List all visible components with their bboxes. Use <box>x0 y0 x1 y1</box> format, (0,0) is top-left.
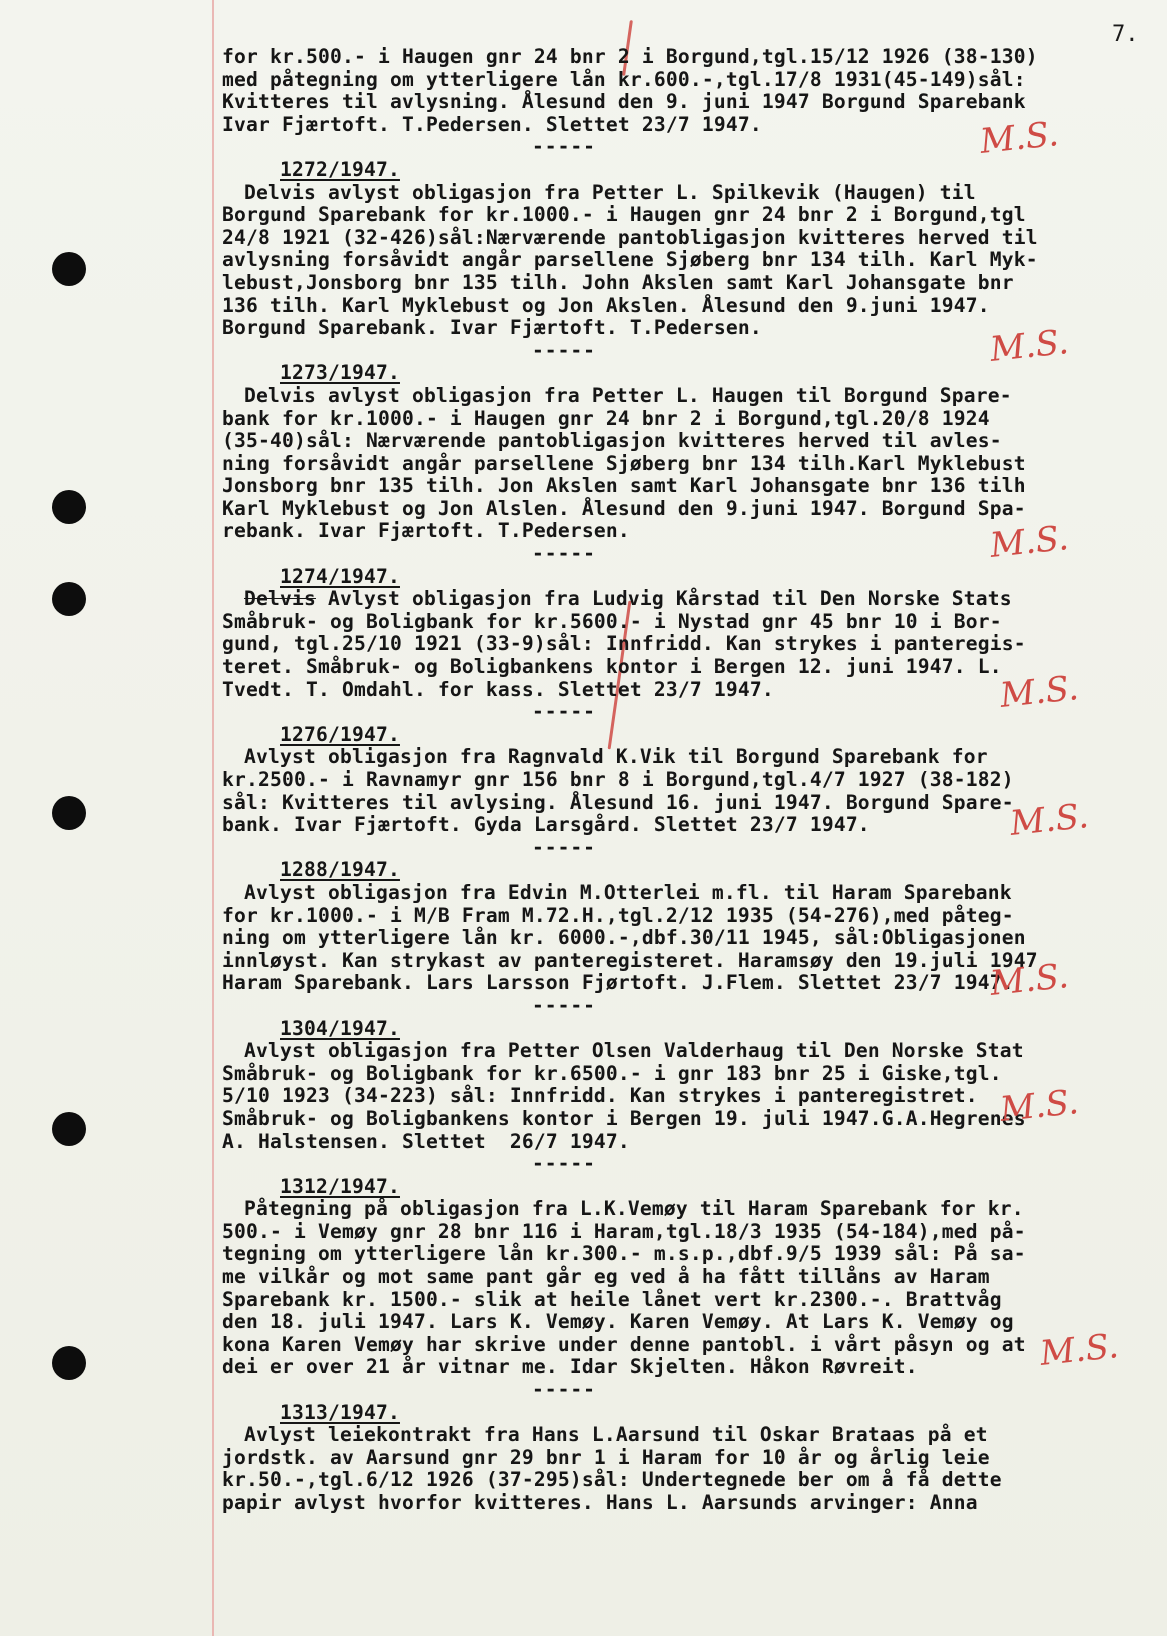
text-line: Småbruk- og Boligbank for kr.5600.- i Nystad gnr 45 bnr 10 i Bor- <box>222 609 1002 633</box>
text-line: Avlyst obligasjon fra Ragnvald K.Vik til Borgund Sparebank for <box>244 745 988 769</box>
separator: ----- <box>532 700 596 724</box>
handwritten-initials: M.S. <box>1008 796 1091 844</box>
entry-number-line <box>222 159 1152 182</box>
entry-number: 1288/1947. <box>280 858 400 882</box>
text-line: rebank. Ivar Fjærtoft. T.Pedersen. <box>222 519 630 543</box>
entry-number-line <box>222 1018 1152 1041</box>
handwritten-initials: M.S. <box>988 322 1071 370</box>
handwritten-initials: M.S. <box>998 1082 1081 1130</box>
text-line: Avlyst obligasjon fra Petter Olsen Valderhaug til Den Norske Stat <box>244 1039 1024 1063</box>
text-line: innløyst. Kan strykast av panteregisteret. Haramsøy den 19.juli 1947 <box>222 948 1038 972</box>
text-line: for kr.1000.- i M/B Fram M.72.H.,tgl.2/12 1935 (54-276),med påteg- <box>222 903 1014 927</box>
text-line: papir avlyst hvorfor kvitteres. Hans L. Aarsunds arvinger: Anna <box>222 1491 978 1514</box>
text-line: Avlyst leiekontrakt fra Hans L.Aarsund til Oskar Brataas på et <box>244 1423 988 1447</box>
handwritten-initials: M.S. <box>1038 1326 1121 1374</box>
text-line: Småbruk- og Boligbank for kr.6500.- i gnr 183 bnr 25 i Giske,tgl. <box>222 1061 1002 1085</box>
entry-number: 1312/1947. <box>280 1174 400 1198</box>
text-line: kr.2500.- i Ravnamyr gnr 156 bnr 8 i Borgund,tgl.4/7 1927 (38-182) <box>222 768 1014 791</box>
text-line: 500.- i Vemøy gnr 28 bnr 116 i Haram,tgl.18/3 1935 (54-184),med på- <box>222 1219 1026 1243</box>
separator: ----- <box>532 542 596 566</box>
entry-number-line <box>222 859 1152 882</box>
text-line: 24/8 1921 (32-426)sål:Nærværende pantobligasjon kvitteres herved til <box>222 225 1038 249</box>
text-line: ning forsåvidt angår parsellene Sjøberg bnr 134 tilh.Karl Myklebust <box>222 451 1026 475</box>
handwritten-initials: M.S. <box>998 668 1081 716</box>
binder-hole <box>52 796 86 830</box>
text-line: Delvis avlyst obligasjon fra Petter L. Haugen til Borgund Spare- <box>244 383 1012 407</box>
entry-number-line <box>222 1402 1152 1425</box>
text-line: bank. Ivar Fjærtoft. Gyda Larsgård. Slettet 23/7 1947. <box>222 813 870 837</box>
text-line: Borgund Sparebank for kr.1000.- i Haugen gnr 24 bnr 2 i Borgund,tgl <box>222 203 1026 227</box>
binder-hole <box>52 1112 86 1146</box>
text-line: 136 tilh. Karl Myklebust og Jon Akslen. Ålesund den 9.juni 1947. <box>222 293 990 317</box>
text-line: bank for kr.1000.- i Haugen gnr 24 bnr 2 i Borgund,tgl.20/8 1924 <box>222 406 990 430</box>
separator: ----- <box>532 1378 596 1402</box>
entry-number: 1313/1947. <box>280 1400 400 1424</box>
text-line: lebust,Jonsborg bnr 135 tilh. John Akslen samt Karl Johansgate bnr <box>222 270 1014 294</box>
binder-hole <box>52 1346 86 1380</box>
entry <box>222 1402 1152 1515</box>
text-line: Avlyst obligasjon fra Edvin M.Otterlei m.fl. til Haram Sparebank <box>244 880 1012 904</box>
text-line <box>222 588 1152 611</box>
document-text <box>222 46 1152 1515</box>
entry-number: 1276/1947. <box>280 722 400 746</box>
struck-word: Delvis <box>244 587 316 611</box>
text-line: Kvitteres til avlysning. Ålesund den 9. juni 1947 Borgund Sparebank <box>222 90 1026 114</box>
text-line: Ivar Fjærtoft. T.Pedersen. Slettet 23/7 1947. <box>222 112 762 136</box>
text-line: Småbruk- og Boligbankens kontor i Bergen 19. juli 1947.G.A.Hegrenes <box>222 1106 1026 1130</box>
entry-number: 1272/1947. <box>280 157 400 181</box>
separator: ----- <box>532 835 596 859</box>
text-line: gund, tgl.25/10 1921 (33-9)sål: Innfridd. Kan strykes i panteregis- <box>222 632 1026 656</box>
text-line: jordstk. av Aarsund gnr 29 bnr 1 i Haram for 10 år og årlig leie <box>222 1445 990 1469</box>
text-line: avlysning forsåvidt angår parsellene Sjøberg bnr 134 tilh. Karl Myk- <box>222 248 1038 272</box>
text-line: Påtegning på obligasjon fra L.K.Vemøy til Haram Sparebank for kr. <box>244 1197 1024 1221</box>
entry-number-line <box>222 724 1152 747</box>
text-line: ning om ytterligere lån kr. 6000.-,dbf.30/11 1945, sål:Obligasjonen <box>222 926 1026 950</box>
text-line: Jonsborg bnr 135 tilh. Jon Akslen samt Karl Johansgate bnr 136 tilh <box>222 474 1026 498</box>
text-line: A. Halstensen. Slettet 26/7 1947. <box>222 1129 630 1153</box>
text-line: for kr.500.- i Haugen gnr 24 bnr 2 i Borgund,tgl.15/12 1926 (38-130) <box>222 45 1038 68</box>
page-number: 7. <box>1112 22 1139 47</box>
text-line: Tvedt. T. Omdahl. for kass. Slettet 23/7 1947. <box>222 677 774 701</box>
separator: ----- <box>532 338 596 362</box>
text-line: Karl Myklebust og Jon Alslen. Ålesund den 9.juni 1947. Borgund Spa- <box>222 496 1026 520</box>
entry-number-line <box>222 1176 1152 1199</box>
separator: ----- <box>532 993 596 1017</box>
margin-line <box>212 0 214 1636</box>
handwritten-initials: M.S. <box>978 114 1061 162</box>
text-line: den 18. juli 1947. Lars K. Vemøy. Karen Vemøy. At Lars K. Vemøy og <box>222 1310 1014 1334</box>
text-line: kona Karen Vemøy har skrive under denne pantobl. i vårt påsyn og at <box>222 1332 1026 1356</box>
text-line: teret. Småbruk- og Boligbankens kontor i Bergen 12. juni 1947. L. <box>222 655 1002 679</box>
text-line: Sparebank kr. 1500.- slik at heile lånet vert kr.2300.-. Brattvåg <box>222 1287 1002 1311</box>
binder-hole <box>52 582 86 616</box>
separator: ----- <box>532 135 596 159</box>
text-line: dei er over 21 år vitnar me. Idar Skjelten. Håkon Røvreit. <box>222 1355 918 1379</box>
entry-number-line <box>222 566 1152 589</box>
binder-hole <box>52 490 86 524</box>
text-line: Borgund Sparebank. Ivar Fjærtoft. T.Pedersen. <box>222 316 762 340</box>
handwritten-initials: M.S. <box>988 956 1071 1004</box>
text-line: med påtegning om ytterligere lån kr.600.-,tgl.17/8 1931(45-149)sål: <box>222 67 1026 91</box>
text-line: 5/10 1923 (34-223) sål: Innfridd. Kan strykes i panteregistret. <box>222 1084 978 1108</box>
text-line: Delvis avlyst obligasjon fra Petter L. Spilkevik (Haugen) til <box>244 180 976 204</box>
entry <box>222 1176 1152 1402</box>
text-line: me vilkår og mot same pant går eg ved å ha fått tillåns av Haram <box>222 1265 990 1289</box>
text-line: (35-40)sål: Nærværende pantobligasjon kvitteres herved til avles- <box>222 429 1002 453</box>
handwritten-initials: M.S. <box>988 518 1071 566</box>
entry-number: 1304/1947. <box>280 1016 400 1040</box>
entry-number: 1274/1947. <box>280 564 400 588</box>
entry-number: 1273/1947. <box>280 361 400 385</box>
separator: ----- <box>532 1152 596 1176</box>
text-line: Haram Sparebank. Lars Larsson Fjørtoft. J.Flem. Slettet 23/7 1947. <box>222 971 1014 995</box>
line-rest: Avlyst obligasjon fra Ludvig Kårstad til Den Norske Stats <box>315 587 1012 611</box>
text-line: kr.50.-,tgl.6/12 1926 (37-295)sål: Undertegnede ber om å få dette <box>222 1468 1002 1492</box>
text-line: tegning om ytterligere lån kr.300.- m.s.p.,dbf.9/5 1939 sål: På sa- <box>222 1242 1026 1266</box>
text-line: sål: Kvitteres til avlysing. Ålesund 16. juni 1947. Borgund Spare- <box>222 790 1014 814</box>
binder-hole <box>52 252 86 286</box>
